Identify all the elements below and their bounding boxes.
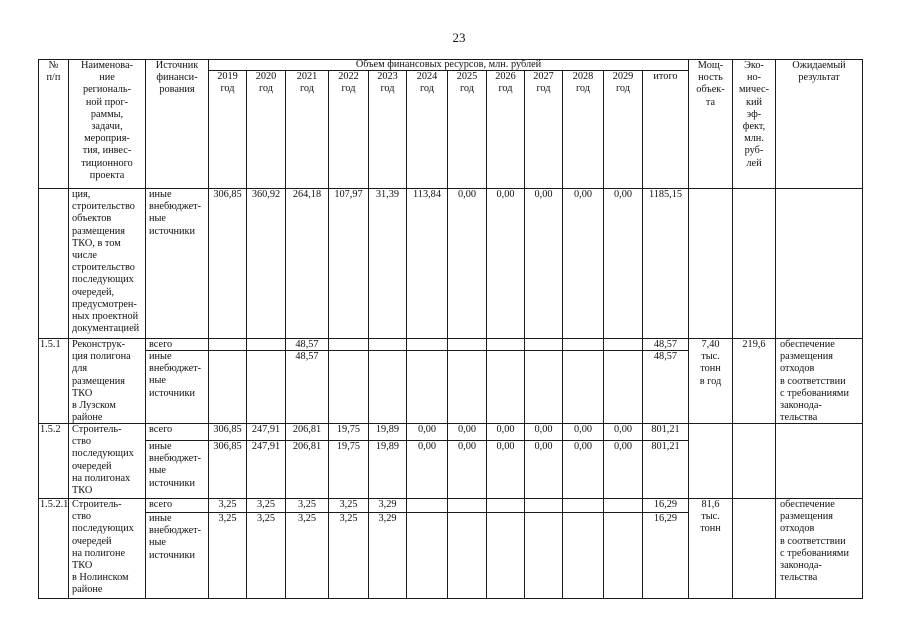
value-2026 bbox=[486, 498, 525, 513]
value-2020: 247,91 bbox=[246, 423, 286, 441]
value-2028: 0,00 bbox=[562, 440, 604, 499]
value-2026: 0,00 bbox=[486, 188, 525, 339]
value-2022 bbox=[328, 350, 369, 424]
header-year-2027: 2027 год bbox=[524, 70, 563, 189]
row-name: Строитель- ство последующих очередей на полигоне ТКО в Нолинском районе bbox=[68, 498, 146, 599]
value-2023: 3,29 bbox=[368, 498, 407, 513]
row-source: иные внебюджет- ные источники bbox=[145, 440, 209, 499]
value-2020: 360,92 bbox=[246, 188, 286, 339]
header-year-2026: 2026 год bbox=[486, 70, 525, 189]
row-number: 1.5.1 bbox=[38, 338, 69, 424]
value-2029 bbox=[603, 498, 643, 513]
value-2025: 0,00 bbox=[447, 423, 487, 441]
value-2020: 3,25 bbox=[246, 512, 286, 599]
value-2029: 0,00 bbox=[603, 423, 643, 441]
value-2020: 247,91 bbox=[246, 440, 286, 499]
value-2024: 113,84 bbox=[406, 188, 448, 339]
row-name: Реконструк- ция полигона для размещения ТКО в Лузском районе bbox=[68, 338, 146, 424]
row-name: Строитель- ство последующих очередей на полигонах ТКО bbox=[68, 423, 146, 499]
total-value: 801,21 bbox=[642, 440, 689, 499]
row-effect bbox=[732, 423, 776, 499]
value-2026: 0,00 bbox=[486, 423, 525, 441]
row-capacity bbox=[688, 188, 733, 339]
header-year-2023: 2023 год bbox=[368, 70, 407, 189]
value-2025: 0,00 bbox=[447, 440, 487, 499]
header-capacity: Мощ- ность объек- та bbox=[688, 59, 733, 189]
value-2027 bbox=[524, 498, 563, 513]
value-2019: 306,85 bbox=[208, 440, 247, 499]
row-source: всего bbox=[145, 498, 209, 513]
value-2028 bbox=[562, 350, 604, 424]
header-year-2022: 2022 год bbox=[328, 70, 369, 189]
header-year-2024: 2024 год bbox=[406, 70, 448, 189]
value-2027: 0,00 bbox=[524, 423, 563, 441]
row-result bbox=[775, 188, 863, 339]
header-year-2019: 2019 год bbox=[208, 70, 247, 189]
row-source: всего bbox=[145, 423, 209, 441]
value-2021: 264,18 bbox=[285, 188, 329, 339]
value-2025 bbox=[447, 512, 487, 599]
value-2021: 3,25 bbox=[285, 498, 329, 513]
value-2025 bbox=[447, 498, 487, 513]
header-total: итого bbox=[642, 70, 689, 189]
value-2022: 107,97 bbox=[328, 188, 369, 339]
value-2024 bbox=[406, 498, 448, 513]
row-effect bbox=[732, 188, 776, 339]
value-2019: 3,25 bbox=[208, 512, 247, 599]
row-capacity bbox=[688, 423, 733, 499]
value-2023: 3,29 bbox=[368, 512, 407, 599]
total-value: 48,57 bbox=[642, 350, 689, 424]
value-2025: 0,00 bbox=[447, 188, 487, 339]
value-2021: 48,57 bbox=[285, 350, 329, 424]
value-2024 bbox=[406, 512, 448, 599]
value-2019: 306,85 bbox=[208, 423, 247, 441]
row-capacity: 7,40 тыс. тонн в год bbox=[688, 338, 733, 424]
value-2019: 3,25 bbox=[208, 498, 247, 513]
value-2025 bbox=[447, 350, 487, 424]
value-2026 bbox=[486, 350, 525, 424]
total-value: 48,57 bbox=[642, 338, 689, 351]
value-2028 bbox=[562, 512, 604, 599]
page-number: 23 bbox=[452, 30, 466, 45]
value-2021: 206,81 bbox=[285, 423, 329, 441]
row-result: обеспечение размещения отходов в соответствии с требованиями законода- тельства bbox=[775, 338, 863, 424]
value-2020: 3,25 bbox=[246, 498, 286, 513]
total-value: 1185,15 bbox=[642, 188, 689, 339]
value-2029 bbox=[603, 350, 643, 424]
value-2022: 19,75 bbox=[328, 440, 369, 499]
value-2029: 0,00 bbox=[603, 188, 643, 339]
value-2023: 31,39 bbox=[368, 188, 407, 339]
row-name: ция, строительство объектов размещения ТКО, в том числе строительство последующих очередей, предусмотрен- ных проектной документацией bbox=[68, 188, 146, 339]
row-number: 1.5.2 bbox=[38, 423, 69, 499]
value-2027: 0,00 bbox=[524, 188, 563, 339]
row-effect: 219,6 bbox=[732, 338, 776, 424]
value-2029: 0,00 bbox=[603, 440, 643, 499]
value-2024 bbox=[406, 350, 448, 424]
value-2024: 0,00 bbox=[406, 440, 448, 499]
value-2026 bbox=[486, 512, 525, 599]
value-2023: 19,89 bbox=[368, 423, 407, 441]
header-year-2021: 2021 год bbox=[285, 70, 329, 189]
value-2023: 19,89 bbox=[368, 440, 407, 499]
value-2022: 3,25 bbox=[328, 512, 369, 599]
value-2021: 48,57 bbox=[285, 338, 329, 351]
row-source: иные внебюджет- ные источники bbox=[145, 350, 209, 424]
row-capacity: 81,6 тыс. тонн bbox=[688, 498, 733, 599]
value-2027 bbox=[524, 512, 563, 599]
header-year-2028: 2028 год bbox=[562, 70, 604, 189]
value-2023 bbox=[368, 350, 407, 424]
value-2024: 0,00 bbox=[406, 423, 448, 441]
value-2029 bbox=[603, 512, 643, 599]
header-year-2025: 2025 год bbox=[447, 70, 487, 189]
value-2028: 0,00 bbox=[562, 423, 604, 441]
value-2028 bbox=[562, 498, 604, 513]
value-2021: 206,81 bbox=[285, 440, 329, 499]
header-name: Наименова- ние региональ- ной прог- раммы, задачи, мероприя- тия, инвес- тиционного проекта bbox=[68, 59, 146, 189]
total-value: 16,29 bbox=[642, 498, 689, 513]
value-2027: 0,00 bbox=[524, 440, 563, 499]
value-2021: 3,25 bbox=[285, 512, 329, 599]
header-year-2029: 2029 год bbox=[603, 70, 643, 189]
total-value: 16,29 bbox=[642, 512, 689, 599]
row-result bbox=[775, 423, 863, 499]
value-2020 bbox=[246, 350, 286, 424]
row-number bbox=[38, 188, 69, 339]
header-source: Источник финанси- рования bbox=[145, 59, 209, 189]
value-2026: 0,00 bbox=[486, 440, 525, 499]
value-2028: 0,00 bbox=[562, 188, 604, 339]
row-number: 1.5.2.1 bbox=[38, 498, 69, 599]
row-source: всего bbox=[145, 338, 209, 351]
header-finance-group: Объем финансовых ресурсов, млн. рублей bbox=[208, 59, 689, 71]
header-year-2020: 2020 год bbox=[246, 70, 286, 189]
row-source: иные внебюджет- ные источники bbox=[145, 512, 209, 599]
row-result: обеспечение размещения отходов в соответствии с требованиями законода- тельства bbox=[775, 498, 863, 599]
value-2022: 3,25 bbox=[328, 498, 369, 513]
total-value: 801,21 bbox=[642, 423, 689, 441]
value-2022: 19,75 bbox=[328, 423, 369, 441]
header-effect: Эко- но- мичес- кий эф- фект, млн. руб- лей bbox=[732, 59, 776, 189]
value-2019 bbox=[208, 350, 247, 424]
row-source: иные внебюджет- ные источники bbox=[145, 188, 209, 339]
value-2027 bbox=[524, 350, 563, 424]
row-effect bbox=[732, 498, 776, 599]
header-result: Ожидаемый результат bbox=[775, 59, 863, 189]
header-number: № п/п bbox=[38, 59, 69, 189]
value-2019: 306,85 bbox=[208, 188, 247, 339]
